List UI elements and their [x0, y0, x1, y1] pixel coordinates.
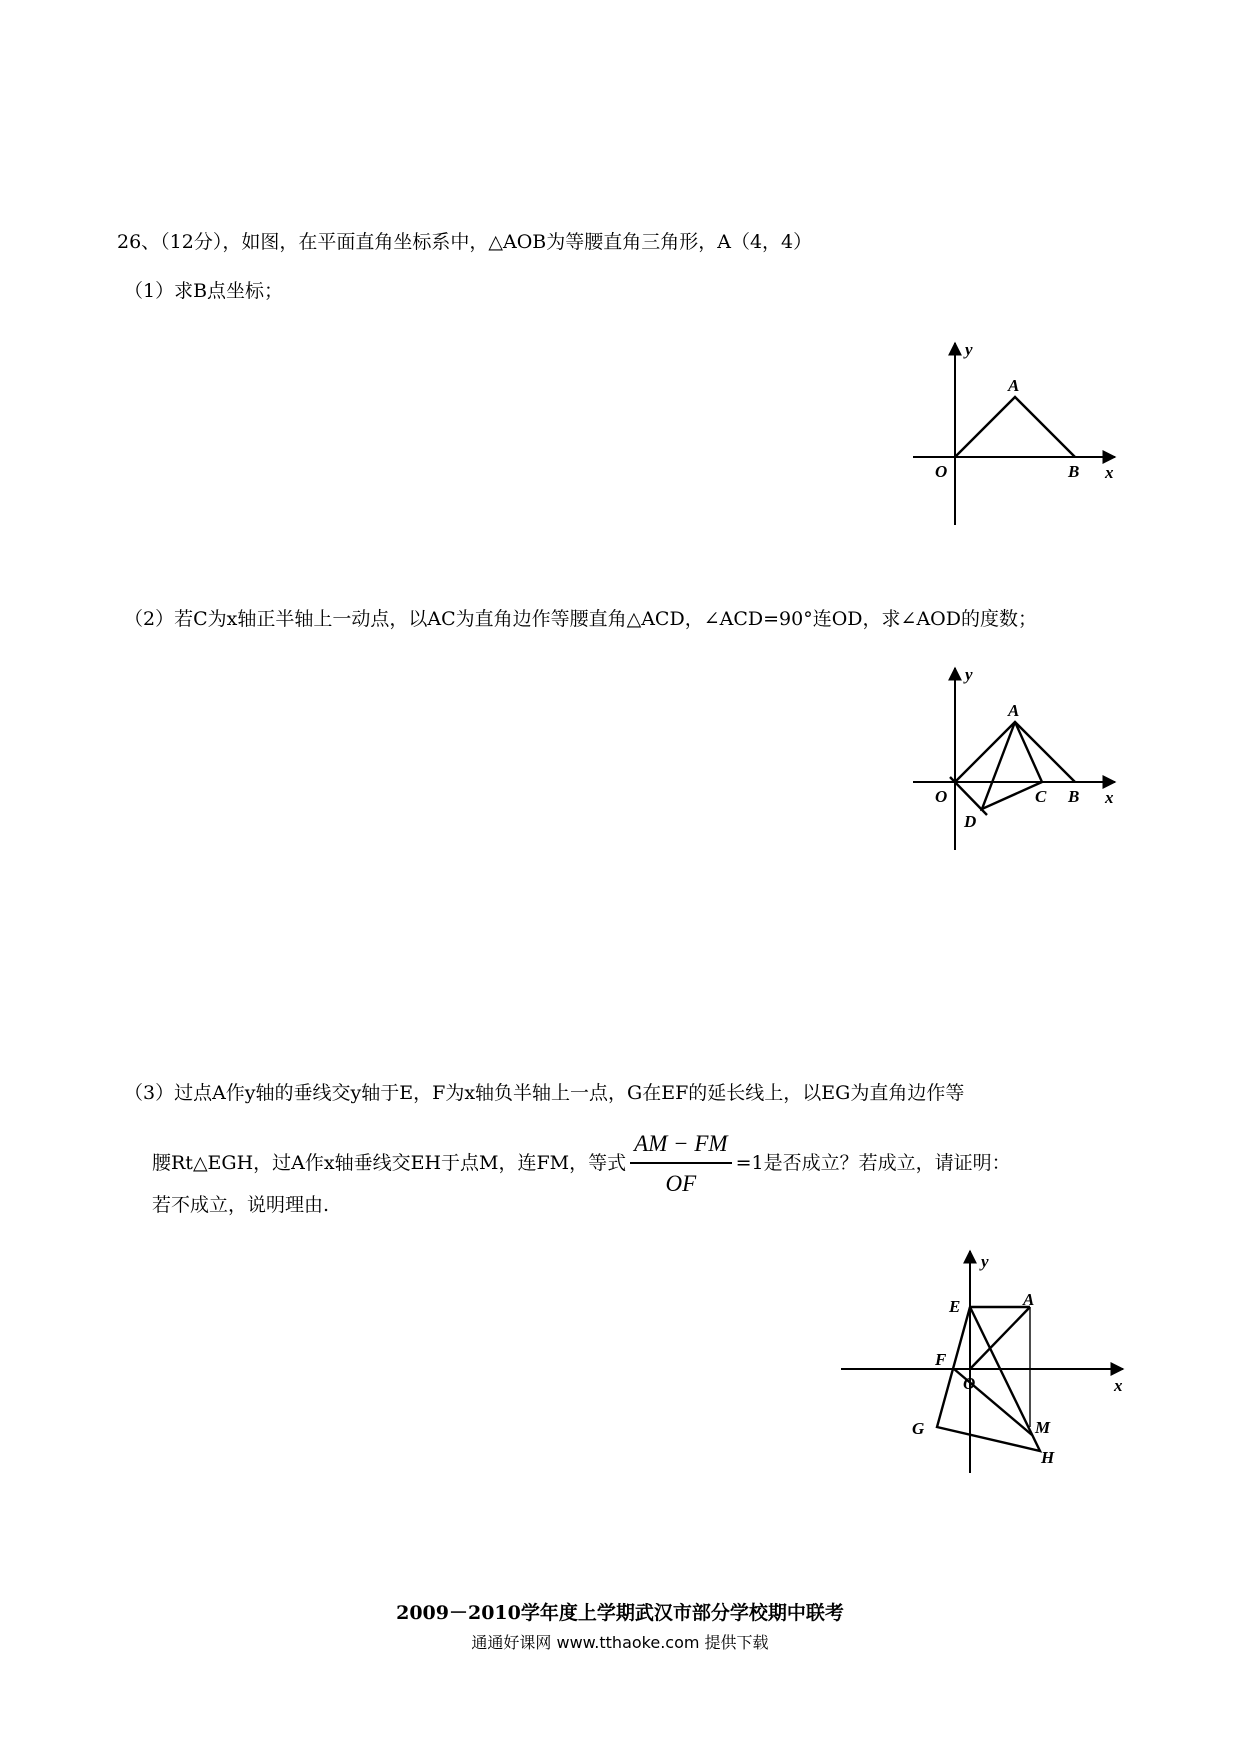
fraction-bar — [630, 1162, 731, 1164]
footer-source: 通通好课网 www.tthaoke.com 提供下载 — [471, 1633, 769, 1652]
point-o-label: O — [935, 787, 948, 806]
ratio-fraction — [630, 1130, 731, 1198]
question-title: 26、（12分），如图，在平面直角坐标系中，△AOB为等腰直角三角形，A（4，4） — [117, 231, 813, 253]
point-f-label: F — [935, 1350, 947, 1369]
question-part-1: （1）求B点坐标； — [124, 280, 284, 302]
point-b-label: B — [1068, 787, 1080, 806]
y-axis-label: y — [981, 1252, 989, 1271]
x-axis-label: x — [1105, 788, 1114, 807]
question-part-3-text-before: 腰Rt△EGH，过A作x轴垂线交EH于点M，连FM，等式 — [152, 1152, 627, 1174]
point-a-label: A — [1008, 701, 1020, 720]
point-g-label: G — [912, 1419, 925, 1438]
y-axis-label: y — [965, 665, 973, 684]
x-axis-label: x — [1114, 1376, 1123, 1395]
triangle-acd — [982, 722, 1042, 809]
fraction-denominator: OF — [665, 1171, 697, 1196]
point-d-label: D — [964, 812, 977, 831]
triangle-aob — [955, 722, 1075, 782]
figure-1 — [895, 335, 1135, 535]
segment-oa — [970, 1307, 1030, 1369]
figure-3 — [825, 1245, 1145, 1485]
point-a-label: A — [1023, 1290, 1035, 1309]
question-part-3-line-2 — [152, 1130, 1011, 1198]
point-b-label: B — [1068, 462, 1080, 481]
question-part-3-line-1: （3）过点A作y轴的垂线交y轴于E，F为x轴负半轴上一点，G在EF的延长线上，以EG为直角边作等 — [124, 1082, 965, 1104]
figure-2 — [895, 660, 1135, 860]
fraction-numerator: AM − FM — [634, 1131, 728, 1156]
point-c-label: C — [1035, 787, 1047, 806]
point-a-label: A — [1008, 376, 1020, 395]
question-part-3-line-3: 若不成立，说明理由. — [152, 1194, 330, 1216]
point-e-label: E — [949, 1297, 961, 1316]
footer-title: 2009－2010学年度上学期武汉市部分学校期中联考 — [396, 1602, 844, 1624]
y-axis-label: y — [965, 340, 973, 359]
triangle-aob — [955, 397, 1075, 457]
x-axis-label: x — [1105, 463, 1114, 482]
point-o-label: O — [963, 1374, 976, 1393]
question-part-3-text-after: =1是否成立？若成立，请证明： — [735, 1152, 1011, 1174]
question-part-2: （2）若C为x轴正半轴上一动点，以AC为直角边作等腰直角△ACD，∠ACD=90°连OD，求∠AOD的度数； — [124, 608, 1037, 630]
point-o-label: O — [935, 462, 948, 481]
point-m-label: M — [1035, 1418, 1051, 1437]
point-h-label: H — [1041, 1448, 1055, 1467]
